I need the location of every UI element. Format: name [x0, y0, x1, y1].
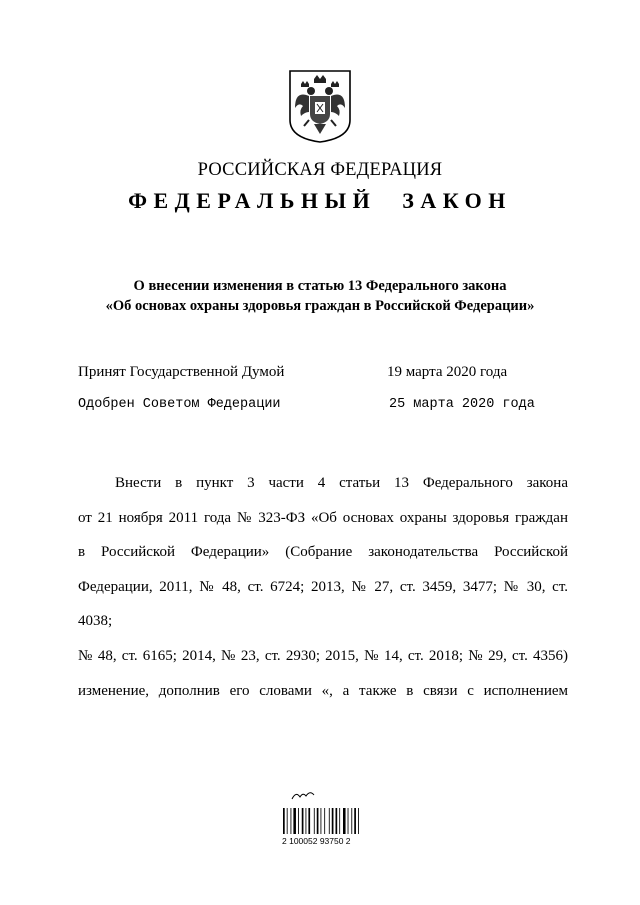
body-line: Внести в пункт 3 части 4 статьи 13 Федерального закона — [115, 475, 568, 491]
council-approval-date: 25 марта 2020 года — [389, 397, 535, 412]
body-line: в Российской Федерации» (Собрание законодательства Российской — [78, 544, 568, 561]
body-line: изменение, дополнив его словами «, а также в связи с исполнением — [78, 682, 568, 699]
body-line: № 48, ст. 6165; 2014, № 23, ст. 2930; 2015, № 14, ст. 2018; № 29, ст. 4356) — [78, 647, 568, 664]
barcode-number: 2 100052 93750 2 — [282, 836, 351, 846]
coat-of-arms-emblem — [287, 68, 353, 144]
country-heading: РОССИЙСКАЯ ФЕДЕРАЦИЯ — [197, 160, 443, 180]
law-body-text — [78, 466, 568, 708]
body-line: Федерации, 2011, № 48, ст. 6724; 2013, № 27, ст. 3459, 3477; № 30, ст. 4038; — [78, 578, 568, 630]
law-title-line-1: О внесении изменения в статью 13 Федерального закона — [133, 278, 507, 294]
document-type-heading: ФЕДЕРАЛЬНЫЙ ЗАКОН — [128, 188, 512, 213]
council-approval-label: Одобрен Советом Федерации — [78, 397, 281, 412]
duma-adoption-label: Принят Государственной Думой — [78, 364, 285, 380]
law-title-line-2: «Об основах охраны здоровья граждан в Российской Федерации» — [105, 298, 535, 314]
body-line: от 21 ноября 2011 года № 323-ФЗ «Об основах охраны здоровья граждан — [78, 509, 568, 526]
duma-adoption-date: 19 марта 2020 года — [387, 364, 508, 380]
law-title — [60, 276, 580, 316]
